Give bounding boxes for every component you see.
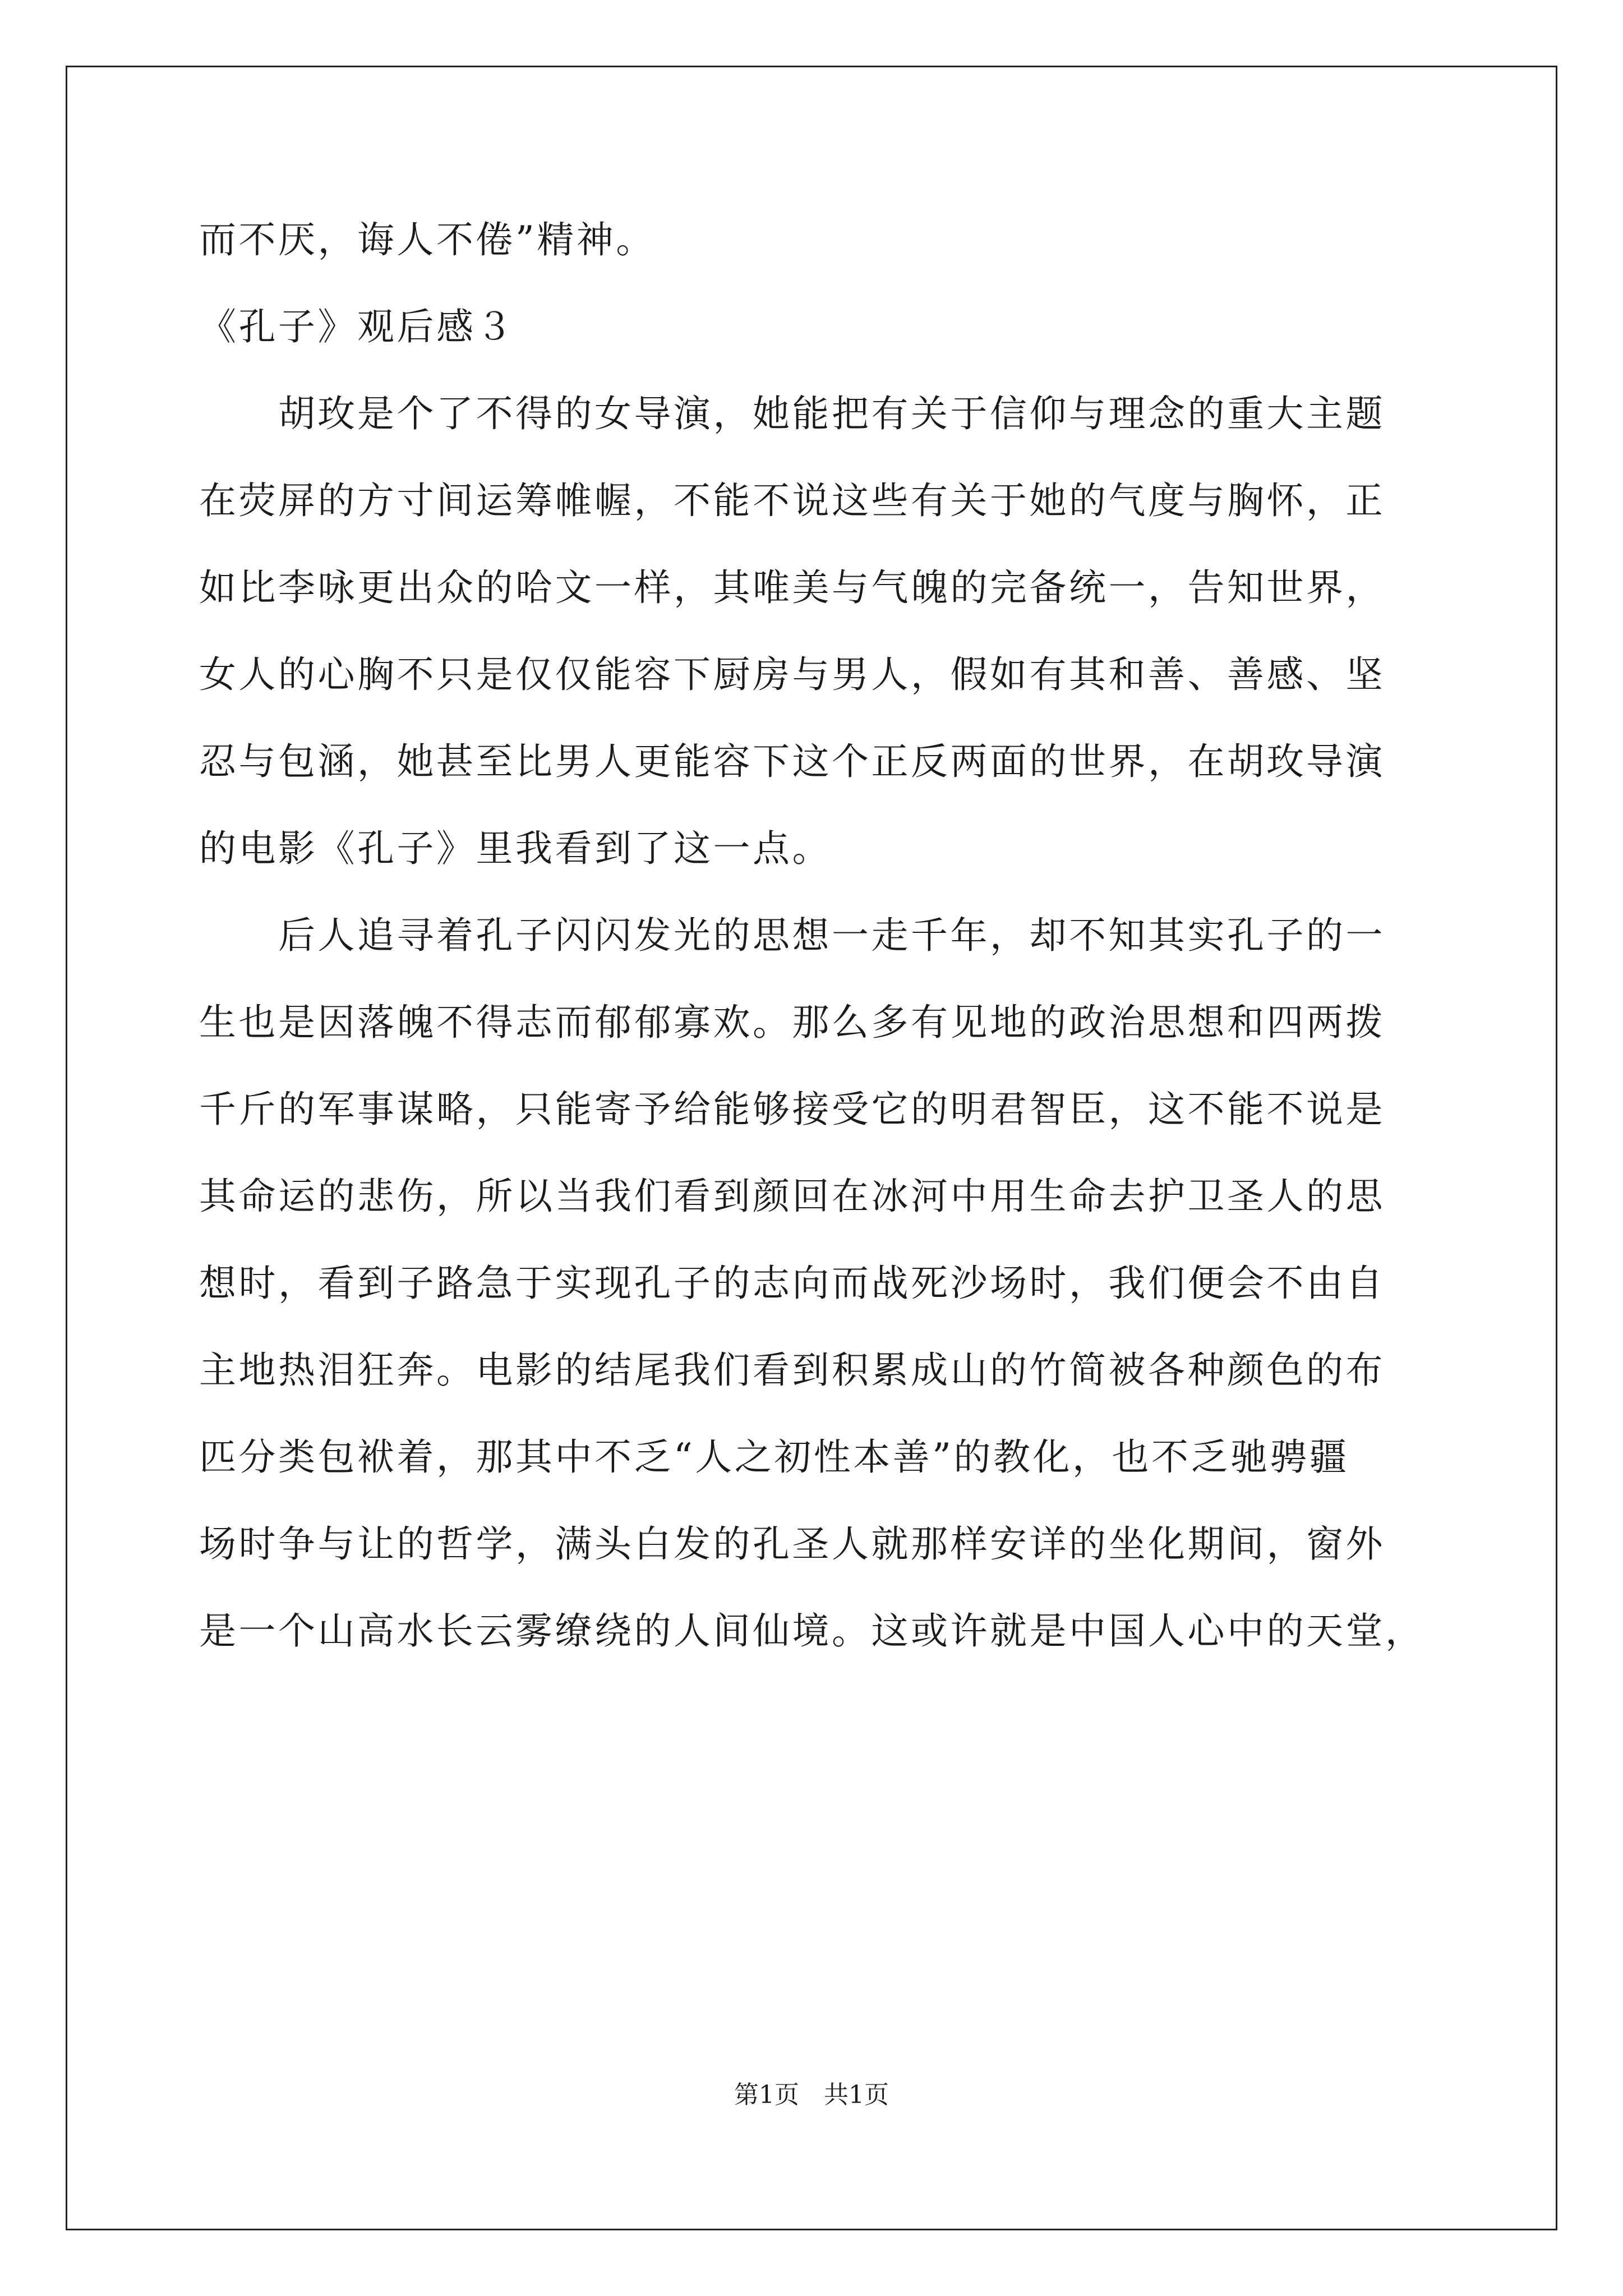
text-line: 其命运的悲伤，所以当我们看到颜回在冰河中用生命去护卫圣人的思 [199, 1175, 1385, 1218]
text-line: 是一个山高水长云雾缭绕的人间仙境。这或许就是中国人心中的天堂， [199, 1609, 1425, 1653]
text-line: 场时争与让的哲学，满头白发的孔圣人就那样安详的坐化期间，窗外 [199, 1522, 1385, 1566]
text-line: 千斤的军事谋略，只能寄予给能够接受它的明君智臣，这不能不说是 [199, 1088, 1385, 1131]
text-line: 想时，看到子路急于实现孔子的志向而战死沙场时，我们便会不由自 [199, 1262, 1385, 1305]
text-line: 匹分类包袱着，那其中不乏“人之初性本善”的教化，也不乏驰骋疆 [199, 1435, 1349, 1479]
text-line: 忍与包涵，她甚至比男人更能容下这个正反两面的世界，在胡玫导演 [199, 740, 1385, 783]
text-line: 主地热泪狂奔。电影的结尾我们看到积累成山的竹简被各种颜色的布 [199, 1349, 1385, 1392]
text-line: 后人追寻着孔子闪闪发光的思想一走千年，却不知其实孔子的一 [199, 914, 1385, 957]
text-line: 的电影《孔子》里我看到了这一点。 [199, 827, 832, 870]
text-line: 而不厌，诲人不倦”精神。 [199, 218, 656, 261]
text-line: 女人的心胸不只是仅仅能容下厨房与男人，假如有其和善、善感、坚 [199, 653, 1385, 696]
text-line: 在荧屏的方寸间运筹帷幄，不能不说这些有关于她的气度与胸怀，正 [199, 479, 1385, 522]
page-number-footer: 第1页 共1页 [734, 2081, 889, 2109]
text-line: 生也是因落魄不得志而郁郁寡欢。那么多有见地的政治思想和四两拨 [199, 1001, 1385, 1044]
section-heading: 《孔子》观后感３ [199, 305, 515, 348]
text-line: 如比李咏更出众的哈文一样，其唯美与气魄的完备统一，告知世界， [199, 566, 1385, 609]
text-line: 胡玫是个了不得的女导演，她能把有关于信仰与理念的重大主题 [199, 392, 1385, 435]
